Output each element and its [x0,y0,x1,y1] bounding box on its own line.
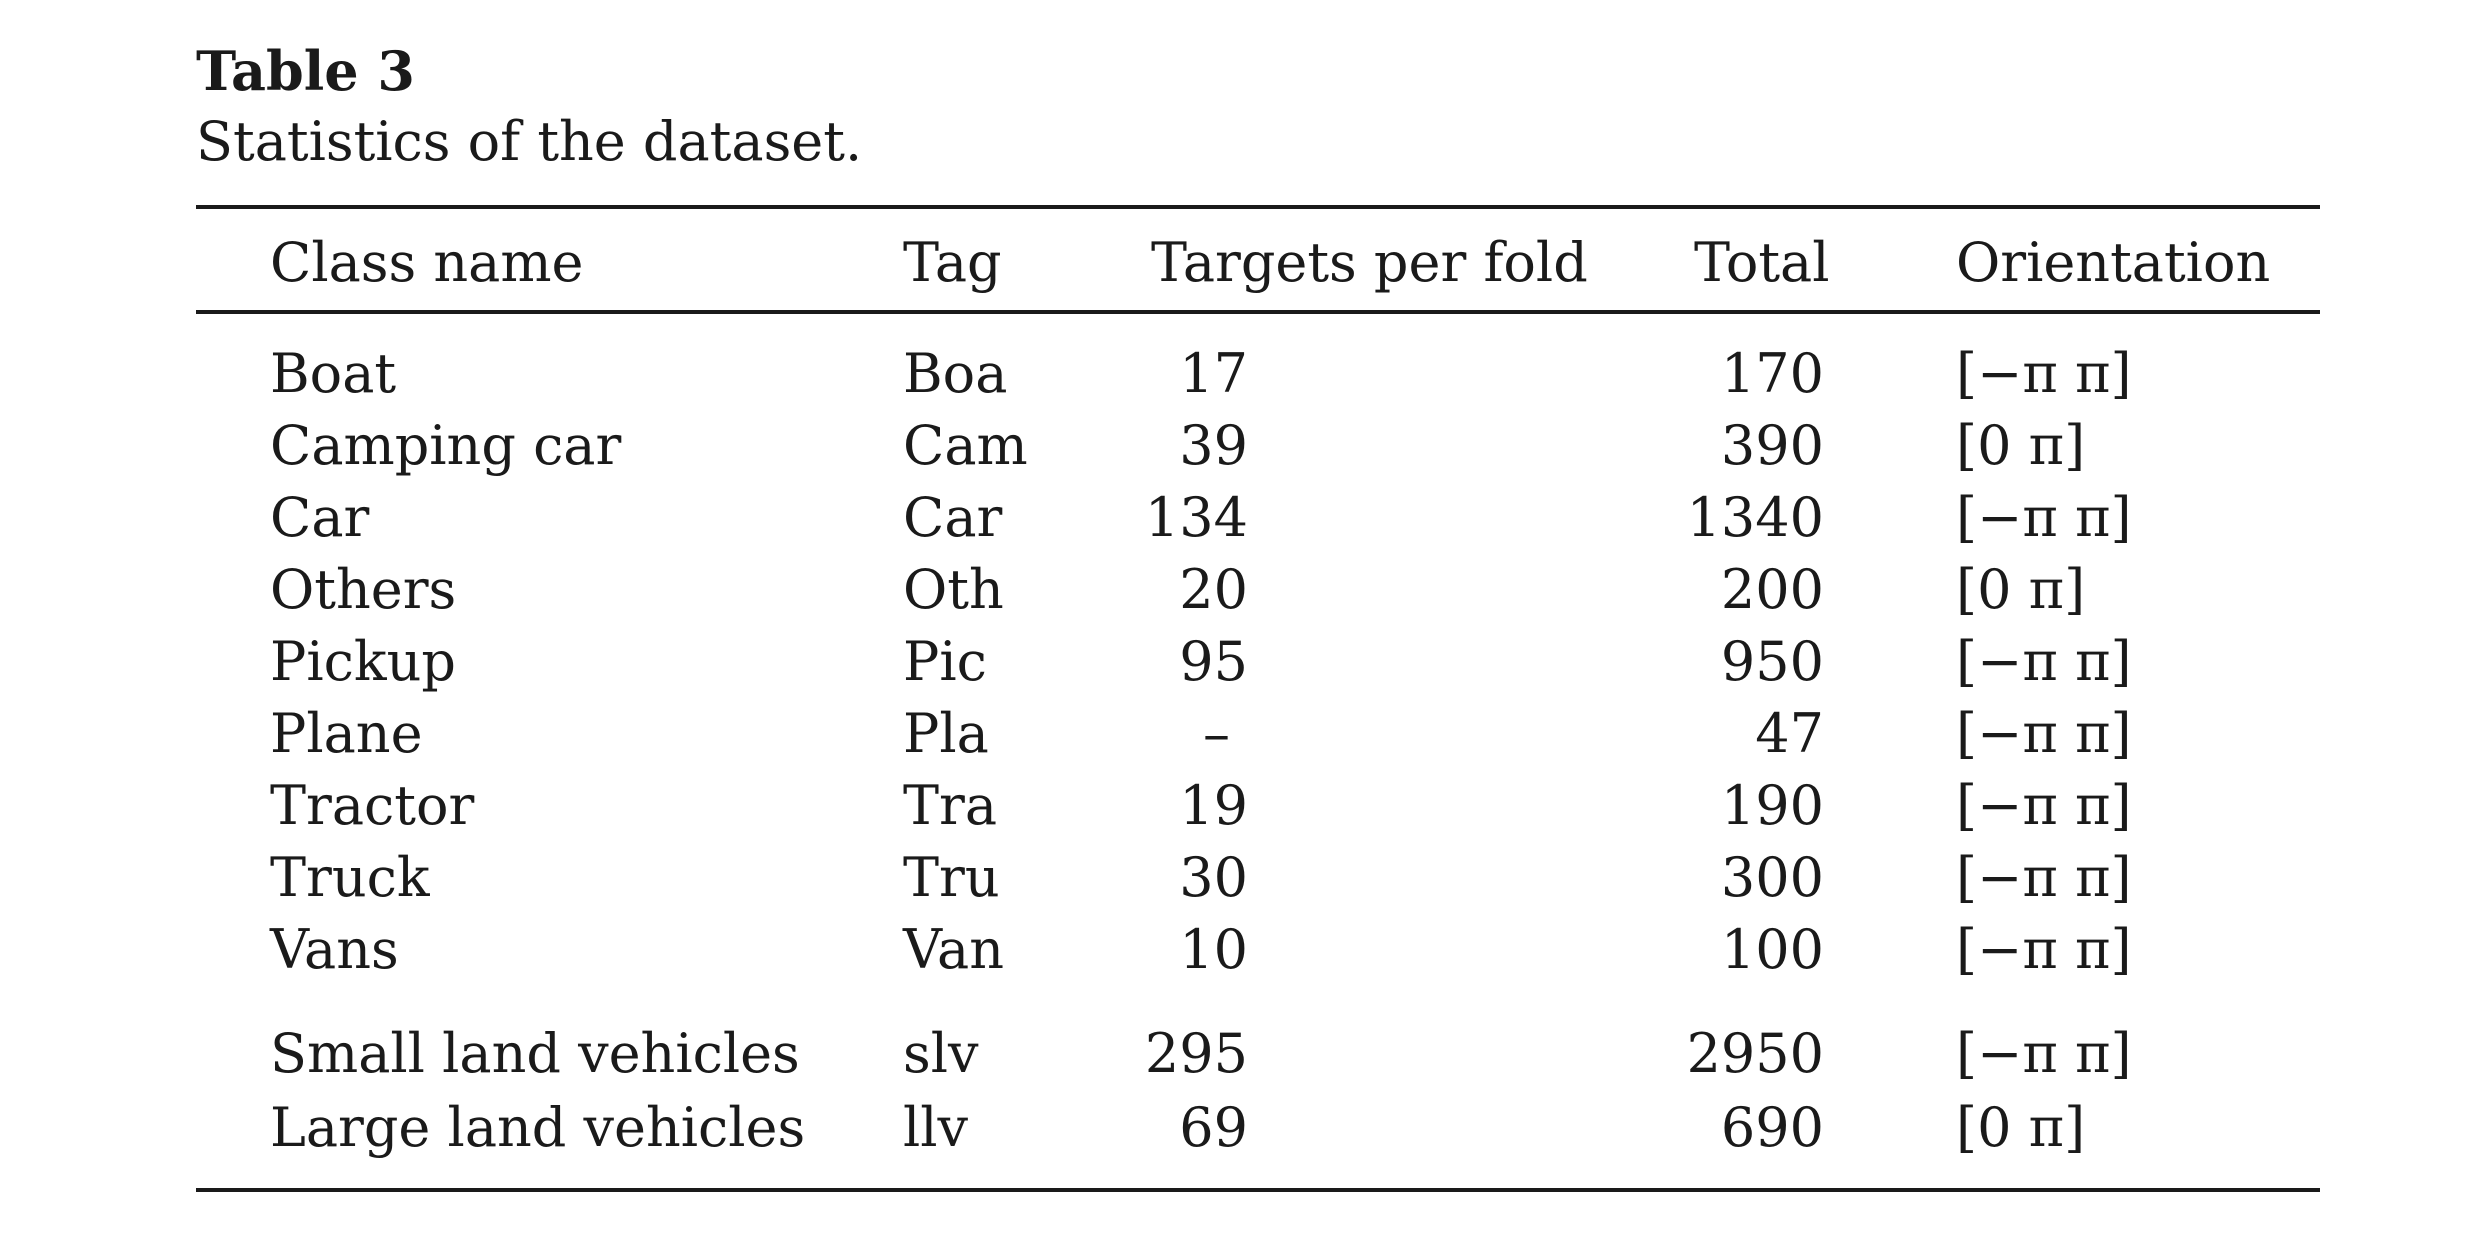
cell-total: 200 [1720,558,1824,621]
table-row [196,338,2320,410]
bottom-rule [196,1188,2320,1192]
cell-targets-per-fold: 17 [1179,342,1248,405]
cell-orientation: [−π π] [1956,846,2132,909]
cell-class-name: Car [270,486,370,549]
cell-tag: Tru [903,846,1000,909]
cell-class-name: Pickup [270,630,456,693]
cell-orientation: [0 π] [1956,558,2086,621]
cell-total: 1340 [1686,486,1824,549]
table-block [196,36,2320,1159]
table-row [196,1018,2320,1090]
table-label: Table 3 [196,39,416,103]
cell-tag: Car [903,486,1003,549]
cell-class-name: Camping car [270,414,622,477]
cell-tag: Van [903,918,1005,981]
cell-orientation: [0 π] [1956,414,2086,477]
cell-class-name: Large land vehicles [270,1096,806,1159]
table-row [196,554,2320,626]
cell-class-name: Boat [270,342,397,405]
cell-orientation: [−π π] [1956,342,2132,405]
cell-tag: Cam [903,414,1028,477]
cell-tag: slv [903,1022,979,1085]
cell-targets-per-fold: 19 [1179,774,1248,837]
cell-targets-per-fold: 295 [1144,1022,1248,1085]
table-row [196,626,2320,698]
cell-targets-per-fold: – [1203,702,1230,765]
cell-total: 950 [1720,630,1824,693]
header-targets-per-fold: Targets per fold [1151,231,1588,294]
header-orientation: Orientation [1956,231,2271,294]
table-row [196,914,2320,986]
table-header-row [196,227,2320,299]
cell-targets-per-fold: 95 [1179,630,1248,693]
cell-orientation: [0 π] [1956,1096,2086,1159]
cell-class-name: Plane [270,702,423,765]
cell-tag: Pic [903,630,987,693]
table-row [196,410,2320,482]
cell-targets-per-fold: 20 [1179,558,1248,621]
cell-orientation: [−π π] [1956,774,2132,837]
cell-total: 2950 [1686,1022,1824,1085]
table-row [196,842,2320,914]
cell-orientation: [−π π] [1956,918,2132,981]
cell-class-name: Tractor [270,774,475,837]
cell-tag: Oth [903,558,1004,621]
cell-total: 100 [1720,918,1824,981]
cell-tag: llv [903,1096,969,1159]
cell-orientation: [−π π] [1956,1022,2132,1085]
cell-targets-per-fold: 69 [1179,1096,1248,1159]
cell-orientation: [−π π] [1956,630,2132,693]
cell-class-name: Truck [270,846,430,909]
top-rule [196,205,2320,209]
cell-orientation: [−π π] [1956,702,2132,765]
cell-targets-per-fold: 10 [1179,918,1248,981]
header-class-name: Class name [270,231,584,294]
cell-tag: Pla [903,702,989,765]
cell-tag: Tra [903,774,998,837]
header-tag: Tag [903,231,1002,294]
cell-targets-per-fold: 30 [1179,846,1248,909]
cell-class-name: Others [270,558,457,621]
cell-class-name: Small land vehicles [270,1022,800,1085]
header-rule [196,310,2320,314]
cell-total: 170 [1720,342,1824,405]
cell-total: 190 [1720,774,1824,837]
table-row [196,1092,2320,1164]
cell-class-name: Vans [270,918,399,981]
cell-total: 47 [1755,702,1824,765]
table-row [196,770,2320,842]
cell-total: 390 [1720,414,1824,477]
cell-targets-per-fold: 39 [1179,414,1248,477]
cell-total: 300 [1720,846,1824,909]
header-total: Total [1694,231,1830,294]
table-row [196,698,2320,770]
cell-orientation: [−π π] [1956,486,2132,549]
cell-tag: Boa [903,342,1008,405]
cell-targets-per-fold: 134 [1144,486,1248,549]
table-caption: Statistics of the dataset. [196,110,863,173]
table-row [196,482,2320,554]
cell-total: 690 [1720,1096,1824,1159]
